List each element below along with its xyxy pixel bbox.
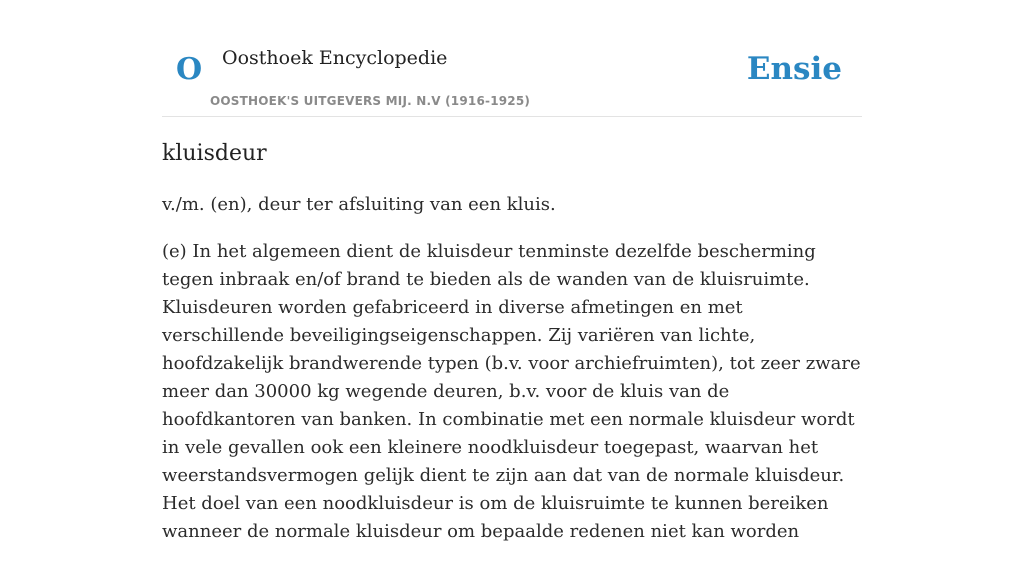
source-header <box>162 40 862 117</box>
entry-body: (e) In het algemeen dient de kluisdeur tenminste dezelfde bescherming tegen inbraak en/of brand te bieden als de wanden van de kluisruimte. Kluisdeuren worden gefabriceerd in diverse afmetingen en met verschillende beveiligingseigenschappen. Zij variëren van lichte, hoofdzakelijk brandwerende typen (b.v. voor archiefruimten), tot zeer zware meer dan 30000 kg wegende deuren, b.v. voor de kluis van de hoofdkantoren van banken. In combinatie met een normale kluisdeur wordt in vele gevallen ook een kleinere noodkluisdeur toegepast, waarvan het weerstandsvermogen gelijk dient te zijn aan dat van de normale kluisdeur. Het doel van een noodkluisdeur is om de kluisruimte te kunnen bereiken wanneer de normale kluisdeur om bepaalde redenen niet kan worden <box>162 241 861 542</box>
entry-headword: kluisdeur <box>162 141 267 166</box>
source-logo[interactable]: O <box>176 52 203 87</box>
source-title[interactable]: Oosthoek Encyclopedie <box>222 47 448 69</box>
ensie-logo-link[interactable]: Ensie <box>746 51 842 87</box>
entry-content <box>162 191 864 565</box>
publisher-label: OOSTHOEK'S UITGEVERS MIJ. N.V (1916-1925) <box>210 94 531 108</box>
entry-definition: v./m. (en), deur ter afsluiting van een kluis. <box>162 194 556 215</box>
